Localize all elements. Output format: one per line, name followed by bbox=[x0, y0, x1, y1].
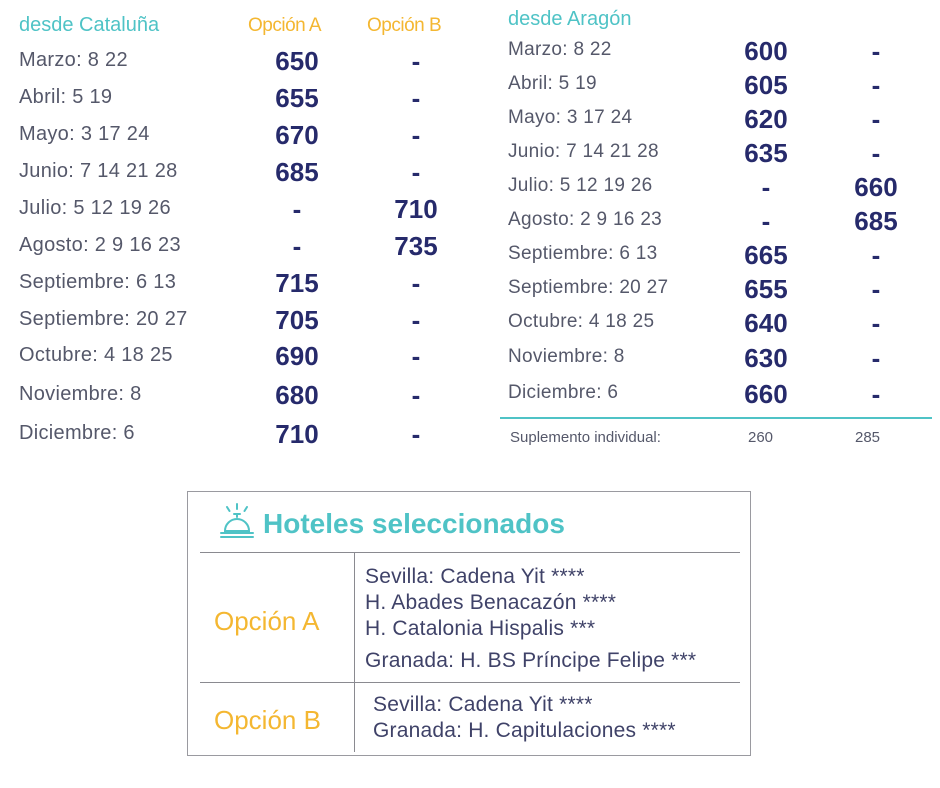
cataluna-row-label: Marzo: 8 22 bbox=[19, 49, 128, 71]
supplement-b-value: 285 bbox=[855, 429, 881, 446]
aragon-option-a-value: - bbox=[761, 172, 771, 202]
aragon-divider bbox=[500, 417, 932, 419]
aragon-row-label: Octubre: 4 18 25 bbox=[508, 311, 655, 332]
aragon-option-b-value: 660 bbox=[854, 172, 898, 202]
cataluna-option-b-value: - bbox=[411, 46, 421, 76]
hotels-title-divider bbox=[200, 552, 740, 553]
aragon-option-b-value: - bbox=[871, 240, 881, 270]
aragon-option-a-value: 640 bbox=[744, 308, 788, 338]
cataluna-option-a-value: 710 bbox=[275, 419, 319, 449]
cataluna-option-a-value: 715 bbox=[275, 268, 319, 298]
cataluna-row-label: Noviembre: 8 bbox=[19, 383, 142, 405]
cataluna-option-b-value: 710 bbox=[394, 194, 438, 224]
hotels-option-divider bbox=[200, 682, 740, 683]
aragon-option-a-value: 660 bbox=[744, 379, 788, 409]
cataluna-option-a-value: 690 bbox=[275, 341, 319, 371]
cataluna-row-label: Septiembre: 6 13 bbox=[19, 271, 177, 293]
cataluna-row-label: Septiembre: 20 27 bbox=[19, 308, 188, 330]
aragon-row-label: Diciembre: 6 bbox=[508, 382, 619, 403]
cataluna-col-a-header: Opción A bbox=[248, 15, 322, 36]
cataluna-option-a-value: 655 bbox=[275, 83, 319, 113]
cataluna-row-label: Mayo: 3 17 24 bbox=[19, 123, 150, 145]
hotels-option-b-label: Opción B bbox=[214, 705, 321, 735]
cataluna-option-a-value: 680 bbox=[275, 380, 319, 410]
cataluna-row-label: Julio: 5 12 19 26 bbox=[19, 197, 171, 219]
aragon-option-a-value: 665 bbox=[744, 240, 788, 270]
hotels-option-a-line: H. Abades Benacazón **** bbox=[365, 591, 617, 614]
aragon-option-b-value: - bbox=[871, 138, 881, 168]
aragon-option-a-value: 655 bbox=[744, 274, 788, 304]
aragon-row-label: Marzo: 8 22 bbox=[508, 39, 612, 60]
aragon-option-a-value: 630 bbox=[744, 343, 788, 373]
cataluna-option-a-value: 685 bbox=[275, 157, 319, 187]
cataluna-row-label: Diciembre: 6 bbox=[19, 422, 135, 444]
aragon-row-label: Julio: 5 12 19 26 bbox=[508, 175, 653, 196]
aragon-title: desde Aragón bbox=[508, 8, 632, 30]
hotels-option-a-label: Opción A bbox=[214, 606, 320, 636]
cataluna-option-b-value: - bbox=[411, 268, 421, 298]
cataluna-option-a-value: 670 bbox=[275, 120, 319, 150]
aragon-option-b-value: - bbox=[871, 343, 881, 373]
cataluna-option-a-value: 650 bbox=[275, 46, 319, 76]
cataluna-row-label: Agosto: 2 9 16 23 bbox=[19, 234, 181, 256]
hotels-title: Hoteles seleccionados bbox=[263, 508, 565, 539]
cataluna-row-label: Octubre: 4 18 25 bbox=[19, 344, 173, 366]
aragon-option-a-value: 620 bbox=[744, 104, 788, 134]
aragon-row-label: Mayo: 3 17 24 bbox=[508, 107, 633, 128]
hotels-box bbox=[187, 491, 751, 756]
reception-bell-icon bbox=[218, 502, 256, 542]
cataluna-row-label: Junio: 7 14 21 28 bbox=[19, 160, 178, 182]
aragon-option-a-value: 600 bbox=[744, 36, 788, 66]
cataluna-option-b-value: - bbox=[411, 341, 421, 371]
supplement-label: Suplemento individual: bbox=[510, 429, 661, 446]
aragon-option-a-value: 635 bbox=[744, 138, 788, 168]
aragon-option-b-value: - bbox=[871, 36, 881, 66]
cataluna-title: desde Cataluña bbox=[19, 14, 160, 36]
aragon-option-b-value: - bbox=[871, 104, 881, 134]
cataluna-option-b-value: - bbox=[411, 157, 421, 187]
cataluna-option-b-value: 735 bbox=[394, 231, 438, 261]
cataluna-option-b-value: - bbox=[411, 120, 421, 150]
hotels-option-a-line: Sevilla: Cadena Yit **** bbox=[365, 565, 585, 588]
aragon-option-b-value: 685 bbox=[854, 206, 898, 236]
aragon-row-label: Agosto: 2 9 16 23 bbox=[508, 209, 663, 230]
aragon-row-label: Junio: 7 14 21 28 bbox=[508, 141, 659, 162]
aragon-row-label: Abril: 5 19 bbox=[508, 73, 597, 94]
cataluna-row-label: Abril: 5 19 bbox=[19, 86, 113, 108]
cataluna-option-b-value: - bbox=[411, 305, 421, 335]
aragon-option-b-value: - bbox=[871, 379, 881, 409]
aragon-option-b-value: - bbox=[871, 274, 881, 304]
cataluna-option-a-value: - bbox=[292, 194, 302, 224]
cataluna-option-b-value: - bbox=[411, 419, 421, 449]
aragon-row-label: Noviembre: 8 bbox=[508, 346, 625, 367]
hotels-option-a-line: Granada: H. BS Príncipe Felipe *** bbox=[365, 649, 697, 672]
cataluna-option-b-value: - bbox=[411, 380, 421, 410]
aragon-option-a-value: 605 bbox=[744, 70, 788, 100]
hotels-option-b-line: Granada: H. Capitulaciones **** bbox=[373, 719, 676, 742]
hotels-option-b-line: Sevilla: Cadena Yit **** bbox=[373, 693, 593, 716]
cataluna-option-a-value: - bbox=[292, 231, 302, 261]
hotels-option-a-line: H. Catalonia Hispalis *** bbox=[365, 617, 596, 640]
cataluna-option-b-value: - bbox=[411, 83, 421, 113]
aragon-option-b-value: - bbox=[871, 70, 881, 100]
cataluna-col-b-header: Opción B bbox=[367, 15, 442, 36]
aragon-row-label: Septiembre: 20 27 bbox=[508, 277, 669, 298]
supplement-a-value: 260 bbox=[748, 429, 774, 446]
hotels-column-divider bbox=[354, 552, 355, 752]
aragon-row-label: Septiembre: 6 13 bbox=[508, 243, 658, 264]
aragon-option-b-value: - bbox=[871, 308, 881, 338]
cataluna-option-a-value: 705 bbox=[275, 305, 319, 335]
aragon-option-a-value: - bbox=[761, 206, 771, 236]
